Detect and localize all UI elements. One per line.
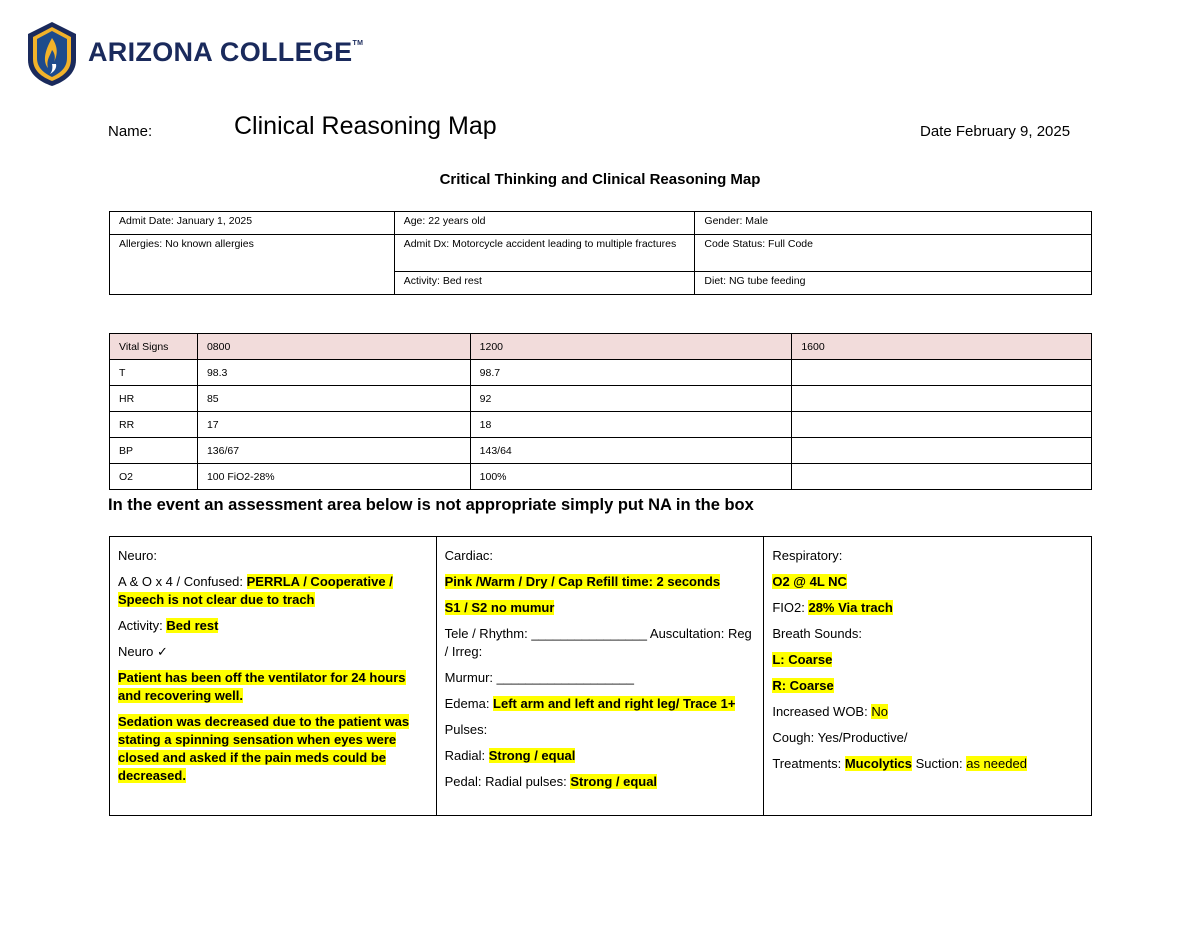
cardiac-murmur: Murmur: ___________________ bbox=[444, 670, 634, 685]
neuro-activity: Activity: Bed rest bbox=[118, 618, 219, 633]
vital-value: 85 bbox=[197, 386, 470, 412]
date-label: Date February 9, 2025 bbox=[920, 123, 1071, 140]
diet-cell: Diet: NG tube feeding bbox=[695, 272, 1092, 295]
vital-label: BP bbox=[110, 438, 198, 464]
vitals-row-o2 bbox=[110, 464, 1092, 490]
activity-cell: Activity: Bed rest bbox=[394, 272, 695, 295]
vitals-row-t bbox=[110, 360, 1092, 386]
vital-value: 18 bbox=[470, 412, 792, 438]
vitals-header-cell: 0800 bbox=[197, 334, 470, 360]
vitals-row-bp bbox=[110, 438, 1092, 464]
name-label: Name: bbox=[108, 123, 153, 140]
vital-label: O2 bbox=[110, 464, 198, 490]
vitals-header-cell: 1600 bbox=[792, 334, 1092, 360]
vital-value bbox=[792, 438, 1092, 464]
vital-label: HR bbox=[110, 386, 198, 412]
code-status-cell: Code Status: Full Code bbox=[695, 235, 1092, 272]
admit-date-cell: Admit Date: January 1, 2025 bbox=[110, 212, 395, 235]
vital-value bbox=[792, 464, 1092, 490]
vital-value bbox=[792, 360, 1092, 386]
vitals-header-row bbox=[110, 334, 1092, 360]
neuro-aox: A & O x 4 / Confused: PERRLA / Cooperative / Speech is not clear due to trach bbox=[118, 574, 393, 607]
cardiac-tele: Tele / Rhythm: ________________ Auscultation: Reg / Irreg: bbox=[444, 626, 752, 659]
vitals-row-rr bbox=[110, 412, 1092, 438]
vital-value: 136/67 bbox=[197, 438, 470, 464]
respiratory-section bbox=[764, 537, 1092, 816]
arizona-college-logo bbox=[26, 20, 386, 88]
map-subtitle: Critical Thinking and Clinical Reasoning Map bbox=[439, 171, 761, 188]
shield-flame-icon bbox=[26, 20, 78, 88]
cardiac-edema: Edema: Left arm and left and right leg/ Trace 1+ bbox=[444, 696, 736, 711]
neuro-section bbox=[110, 537, 437, 816]
neuro-note-sedation: Sedation was decreased due to the patient was stating a spinning sensation when eyes were closed and asked if the pain meds could be decreased. bbox=[118, 714, 410, 783]
cardiac-title: Cardiac: bbox=[444, 548, 494, 563]
vital-value: 92 bbox=[470, 386, 792, 412]
respiratory-cough: Cough: Yes/Productive/ bbox=[772, 730, 908, 745]
respiratory-right: R: Coarse bbox=[772, 678, 834, 693]
neuro-title: Neuro: bbox=[118, 548, 158, 563]
vital-value: 143/64 bbox=[470, 438, 792, 464]
respiratory-wob: Increased WOB: No bbox=[772, 704, 888, 719]
vital-label: RR bbox=[110, 412, 198, 438]
respiratory-treatments: Treatments: Mucolytics Suction: as needed bbox=[772, 756, 1027, 771]
logo-text: ARIZONA COLLEGE™ bbox=[88, 37, 364, 67]
vital-value bbox=[792, 412, 1092, 438]
vital-value: 98.3 bbox=[197, 360, 470, 386]
age-cell: Age: 22 years old bbox=[394, 212, 695, 235]
assessment-table bbox=[109, 536, 1092, 816]
admit-dx-cell: Admit Dx: Motorcycle accident leading to multiple fractures bbox=[394, 235, 695, 272]
cardiac-section bbox=[436, 537, 764, 816]
respiratory-fio2: FIO2: 28% Via trach bbox=[772, 600, 893, 615]
respiratory-title: Respiratory: bbox=[772, 548, 843, 563]
page-title: Clinical Reasoning Map bbox=[234, 112, 497, 140]
gender-cell: Gender: Male bbox=[695, 212, 1092, 235]
vital-value: 100% bbox=[470, 464, 792, 490]
cardiac-radial: Radial: Strong / equal bbox=[444, 748, 576, 763]
cardiac-pedal: Pedal: Radial pulses: Strong / equal bbox=[444, 774, 658, 789]
respiratory-left: L: Coarse bbox=[772, 652, 833, 667]
vital-value: 17 bbox=[197, 412, 470, 438]
vitals-row-hr bbox=[110, 386, 1092, 412]
vital-value bbox=[792, 386, 1092, 412]
patient-info-table bbox=[109, 211, 1092, 295]
cardiac-s1-s2: S1 / S2 no mumur bbox=[444, 600, 555, 615]
vital-value: 98.7 bbox=[470, 360, 792, 386]
respiratory-o2: O2 @ 4L NC bbox=[772, 574, 847, 589]
assessment-instruction: In the event an assessment area below is not appropriate simply put NA in the box bbox=[108, 496, 754, 514]
respiratory-breath-sounds: Breath Sounds: bbox=[772, 626, 862, 641]
vital-value: 100 FiO2-28% bbox=[197, 464, 470, 490]
cardiac-pulses: Pulses: bbox=[444, 722, 488, 737]
neuro-check: Neuro ✓ bbox=[118, 644, 168, 659]
vital-label: T bbox=[110, 360, 198, 386]
vital-signs-table bbox=[109, 333, 1092, 490]
allergies-cell: Allergies: No known allergies bbox=[110, 235, 395, 295]
cardiac-color-cap-refill: Pink /Warm / Dry / Cap Refill time: 2 seconds bbox=[444, 574, 721, 589]
neuro-note-ventilator: Patient has been off the ventilator for 24 hours and recovering well. bbox=[118, 670, 406, 703]
vitals-header-cell: 1200 bbox=[470, 334, 792, 360]
vitals-header-cell: Vital Signs bbox=[110, 334, 198, 360]
